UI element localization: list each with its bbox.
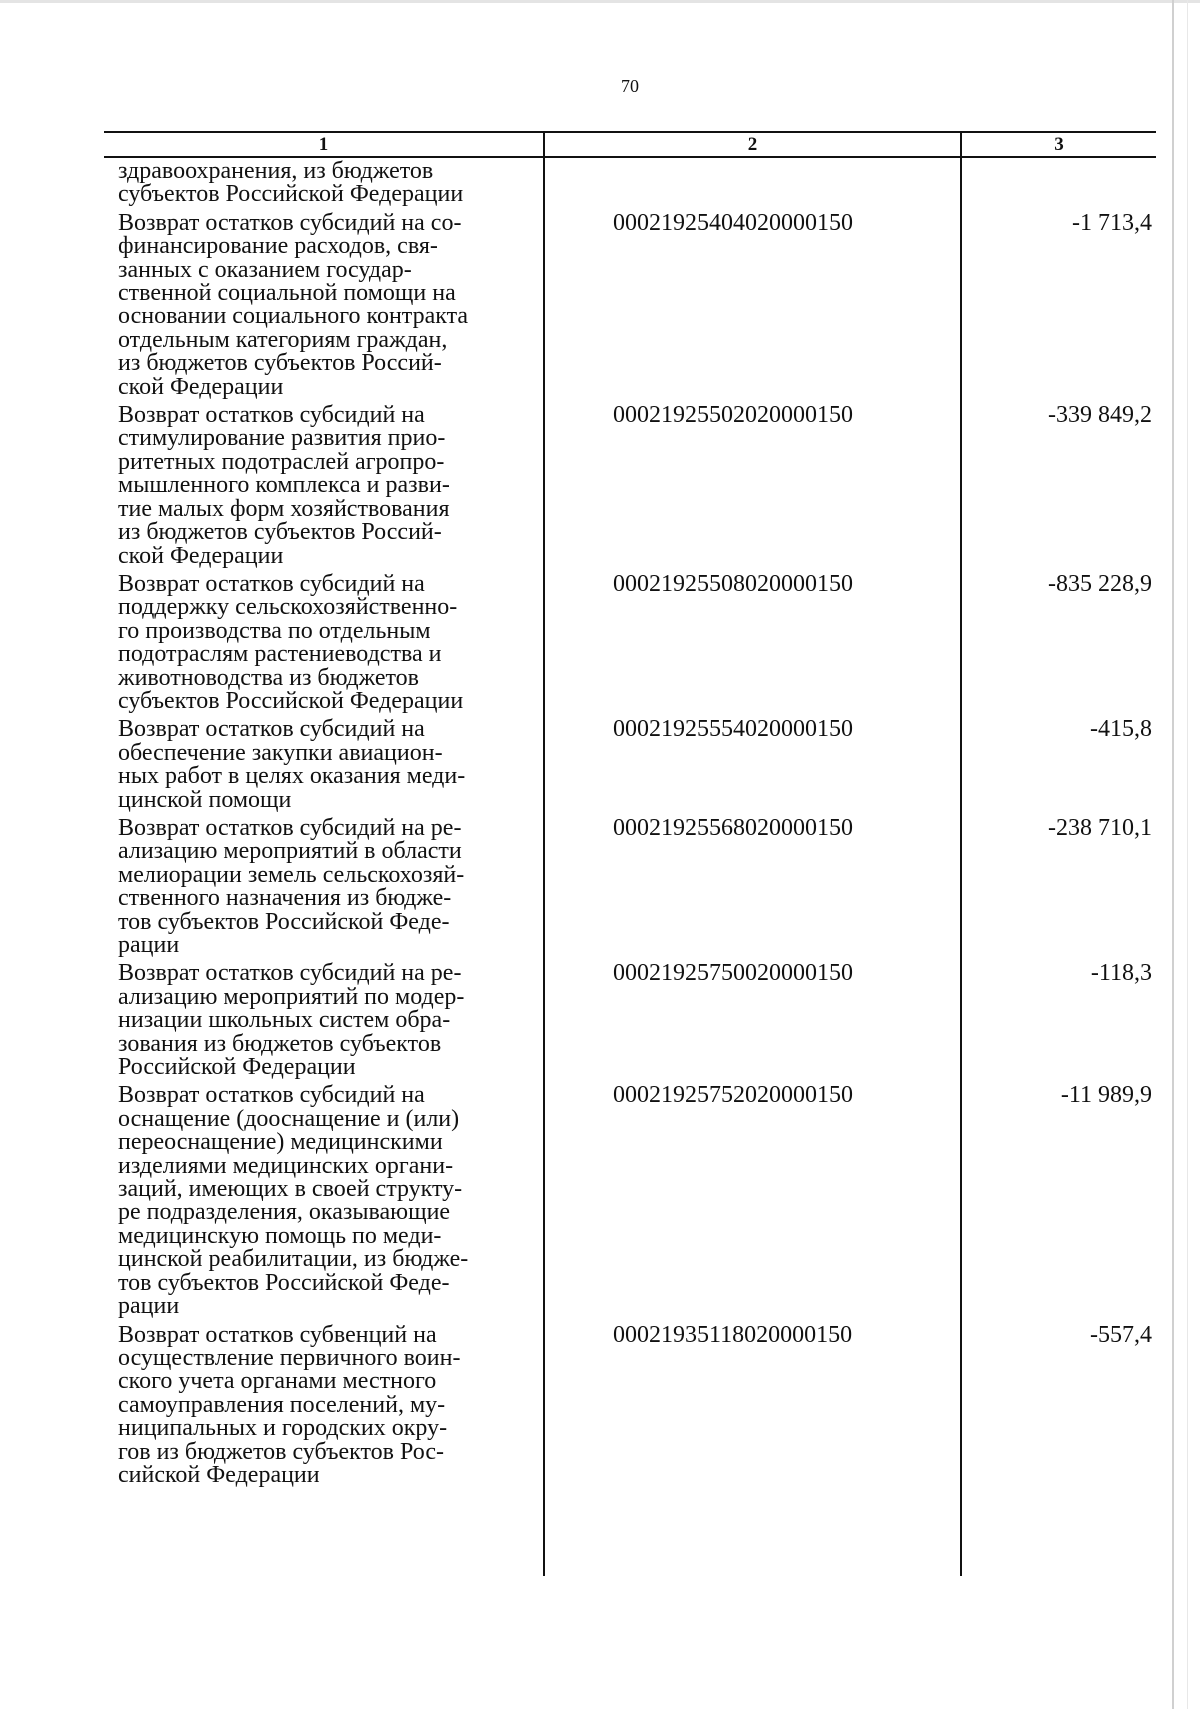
row-amount-cell: -11 989,9 — [1060, 1082, 1152, 1109]
name-line: основании социального контракта — [118, 303, 469, 330]
name-line: Возврат остатков субсидий на со- — [118, 209, 462, 236]
name-line: Возврат остатков субсидий на ре- — [118, 960, 462, 987]
name-line: оснащение (дооснащение и (или) — [118, 1105, 460, 1132]
name-line: подотраслям растениеводства и — [118, 641, 442, 668]
row-code-cell: 00021925404020000150 — [613, 209, 853, 236]
name-line: тов субъектов Российской Феде- — [118, 908, 450, 935]
name-line: ственной социальной помощи на — [118, 280, 456, 307]
name-line: Возврат остатков субсидий на — [118, 402, 425, 429]
name-line: ниципальных и городских окру- — [118, 1415, 448, 1442]
table-row — [104, 814, 1156, 958]
row-name-cell — [104, 570, 543, 714]
row-amount-cell: -339 849,2 — [1048, 402, 1152, 429]
name-line: отдельным категориям граждан, — [118, 326, 448, 353]
table-row — [104, 962, 1156, 1079]
column-header-3: 3 — [1054, 134, 1064, 155]
name-line: изделиями медицинских органи- — [118, 1152, 454, 1179]
row-name-cell — [104, 814, 543, 958]
row-code-cell: 00021925568020000150 — [613, 814, 853, 841]
table-body — [104, 160, 1156, 1492]
scan-edge-top — [0, 0, 1200, 3]
row-name-cell — [104, 404, 543, 568]
name-line: здравоохранения, из бюджетов — [118, 158, 434, 184]
name-line: субъектов Российской Федерации — [118, 181, 464, 208]
name-line: из бюджетов субъектов Россий- — [118, 350, 442, 377]
name-line: ализацию мероприятий в области — [118, 838, 462, 865]
row-amount-cell: -835 228,9 — [1048, 570, 1152, 597]
name-line: из бюджетов субъектов Россий- — [118, 519, 442, 546]
name-line: Возврат остатков субсидий на — [118, 716, 425, 743]
name-line: финансирование расходов, свя- — [118, 233, 438, 260]
name-line: ре подразделения, оказывающие — [118, 1199, 451, 1226]
name-line: Возврат остатков субвенций на — [118, 1321, 437, 1348]
name-line: ского учета органами местного — [118, 1368, 437, 1395]
name-line: тие малых форм хозяйствования — [118, 495, 450, 522]
row-name-cell — [104, 718, 543, 812]
table-row — [104, 718, 1156, 812]
table-row — [104, 209, 1156, 400]
row-amount-cell: -118,3 — [1090, 960, 1152, 987]
name-line: гов из бюджетов субъектов Рос- — [118, 1438, 444, 1465]
name-line: тов субъектов Российской Феде- — [118, 1269, 450, 1296]
column-header-2: 2 — [747, 134, 758, 155]
name-line: Возврат остатков субсидий на — [118, 570, 425, 597]
name-line: заций, имеющих в своей структу- — [118, 1176, 463, 1203]
name-line: обеспечение закупки авиацион- — [118, 739, 443, 766]
row-amount-cell: -238 710,1 — [1048, 814, 1152, 841]
name-line: ритетных подотраслей агропро- — [118, 448, 445, 475]
row-name-cell — [104, 160, 543, 207]
name-line: осуществление первичного воин- — [118, 1344, 461, 1371]
name-line: мелиорации земель сельскохозяй- — [118, 861, 465, 888]
name-line: ской Федерации — [118, 542, 284, 569]
name-line: животноводства из бюджетов — [118, 664, 419, 691]
row-name-cell — [104, 1084, 543, 1318]
name-line: ской Федерации — [118, 373, 284, 400]
name-line: Возврат остатков субсидий на — [118, 1082, 425, 1109]
row-code-cell: 00021925554020000150 — [613, 716, 853, 743]
row-code-cell: 00021925752020000150 — [613, 1082, 853, 1109]
row-code-cell: 00021925508020000150 — [613, 570, 853, 597]
row-amount-cell: -1 713,4 — [1072, 209, 1152, 236]
table-row — [104, 160, 1156, 207]
name-line: цинской реабилитации, из бюдже- — [118, 1246, 469, 1273]
column-header-1: 1 — [318, 134, 329, 155]
name-line: зования из бюджетов субъектов — [118, 1030, 442, 1057]
name-line: мышленного комплекса и разви- — [118, 472, 450, 499]
row-code-cell — [543, 160, 960, 207]
name-line: занных с оказанием государ- — [118, 256, 412, 283]
page-number: 70 — [621, 76, 639, 96]
name-line: стимулирование развития прио- — [118, 425, 446, 452]
name-line: субъектов Российской Федерации — [118, 687, 464, 714]
name-line: низации школьных систем обра- — [118, 1007, 451, 1034]
name-line: рации — [118, 1293, 180, 1320]
table-row — [104, 570, 1156, 714]
scan-edge-right — [1172, 0, 1174, 1709]
row-name-cell — [104, 962, 543, 1079]
row-amount-cell: -557,4 — [1090, 1321, 1152, 1348]
name-line: сийской Федерации — [118, 1461, 320, 1488]
scan-edge-right-inner — [1187, 0, 1188, 1709]
row-name-cell — [104, 209, 543, 400]
table-row — [104, 404, 1156, 568]
row-amount-cell: -415,8 — [1090, 716, 1152, 743]
row-code-cell: 00021935118020000150 — [613, 1321, 853, 1348]
name-line: го производства по отдельным — [118, 617, 431, 644]
name-line: самоуправления поселений, му- — [118, 1391, 446, 1418]
name-line: переоснащение) медицинскими — [118, 1129, 443, 1156]
name-line: цинской помощи — [118, 786, 292, 813]
name-line: рации — [118, 932, 180, 958]
name-line: медицинскую помощь по меди- — [118, 1222, 442, 1249]
budget-table — [104, 131, 1156, 1576]
table-row — [104, 1084, 1156, 1318]
table-row — [104, 1321, 1156, 1488]
row-code-cell: 00021925750020000150 — [613, 960, 853, 987]
name-line: ственного назначения из бюдже- — [118, 885, 452, 912]
row-code-cell: 00021925502020000150 — [613, 402, 853, 429]
name-line: поддержку сельскохозяйственно- — [118, 594, 458, 621]
name-line: Российской Федерации — [118, 1054, 356, 1081]
name-line: ализацию мероприятий по модер- — [118, 983, 465, 1010]
row-name-cell — [104, 1321, 543, 1488]
name-line: Возврат остатков субсидий на ре- — [118, 814, 462, 841]
row-amount-cell — [960, 160, 1156, 207]
name-line: ных работ в целях оказания меди- — [118, 763, 466, 790]
